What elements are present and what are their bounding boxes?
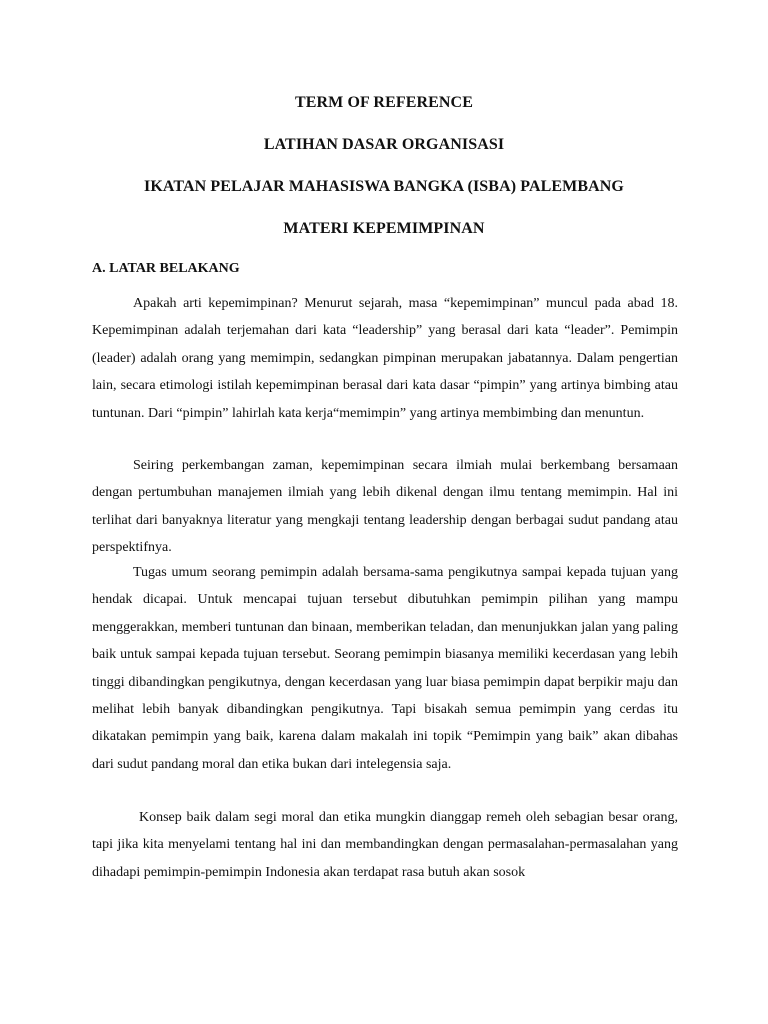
organization-title: IKATAN PELAJAR MAHASISWA BANGKA (ISBA) PALEMBANG [144, 178, 624, 195]
document-title: TERM OF REFERENCE [294, 94, 473, 111]
section-heading-latar-belakang: A. LATAR BELAKANG [92, 261, 240, 276]
material-title: MATERI KEPEMIMPINAN [283, 220, 485, 237]
paragraph-2: Seiring perkembangan zaman, kepemimpinan secara ilmiah mulai berkembang bersamaan dengan pertumbuhan manajemen ilmiah yang lebih dikenal dengan ilmu tentang memimpin. Hal ini terlihat dari banyaknya literatur yang mengkaji tentang leadership dengan berbagai sudut pandang atau perspektifnya. [92, 458, 678, 556]
training-title: LATIHAN DASAR ORGANISASI [263, 136, 505, 153]
paragraph-4: Konsep baik dalam segi moral dan etika mungkin dianggap remeh oleh sebagian besar orang, tapi jika kita menyelami tentang hal ini dan membandingkan dengan permasalahan-permasalahan yang dihadapi pemimpin-pemimpin Indonesia akan terdapat rasa butuh akan sosok [92, 810, 678, 880]
paragraph-3: Tugas umum seorang pemimpin adalah bersama-sama pengikutnya sampai kepada tujuan yang hendak dicapai. Untuk mencapai tujuan tersebut dibutuhkan pemimpin pilihan yang mampu menggerakkan, memberi tuntunan dan binaan, memberikan teladan, dan menunjukkan jalan yang paling baik untuk sampai kepada tujuan tersebut. Seorang pemimpin biasanya memiliki kecerdasan yang lebih tinggi dibandingkan pengikutnya, dengan kecerdasan yang luar biasa pemimpin dapat berpikir maju dan melihat lebih banyak dibandingkan pengikutnya. Tapi bisakah semua pemimpin yang cerdas itu dikatakan pemimpin yang baik, karena dalam makalah ini topik “Pemimpin yang baik” akan dibahas dari sudut pandang moral dan etika bukan dari intelegensia saja. [92, 565, 678, 772]
paragraph-1: Apakah arti kepemimpinan? Menurut sejarah, masa “kepemimpinan” muncul pada abad 18. Kepemimpinan adalah terjemahan dari kata “leadership” yang berasal dari kata “leader”. Pemimpin (leader) adalah orang yang memimpin, sedangkan pimpinan merupakan jabatannya. Dalam pengertian lain, secara etimologi istilah kepemimpinan berasal dari kata dasar “pimpin” yang artinya bimbing atau tuntunan. Dari “pimpin” lahirlah kata kerja“memimpin” yang artinya membimbing dan menuntun. [92, 296, 678, 421]
